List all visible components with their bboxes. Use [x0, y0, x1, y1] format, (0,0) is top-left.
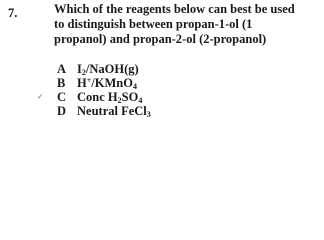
option-letter: A [57, 62, 67, 76]
stem-line-1: Which of the reagents below can best be used [54, 2, 295, 16]
option-text: Neutral FeCl$_3$ [77, 104, 151, 119]
stem-line-3: propanol) and propan-2-ol (2-propanol) [54, 32, 267, 46]
option-d[interactable] [57, 104, 151, 118]
option-a[interactable] [57, 62, 151, 76]
option-b[interactable] [57, 76, 151, 90]
answer-options [57, 62, 151, 118]
option-text: $I_2/NaOH(g)$ [77, 62, 139, 77]
option-text: H+/KMnO$_4$ [77, 76, 137, 91]
question-number: 7. [8, 6, 18, 20]
question-stem [54, 2, 320, 47]
option-text: Conc $H_2SO_4$ [77, 90, 143, 105]
option-letter: D [57, 104, 67, 118]
option-letter: C [57, 90, 67, 104]
option-letter: B [57, 76, 66, 90]
option-c[interactable] [57, 90, 151, 104]
pencil-mark: ✓ [37, 92, 44, 101]
stem-line-2: to distinguish between propan-1-ol (1 [54, 17, 253, 31]
